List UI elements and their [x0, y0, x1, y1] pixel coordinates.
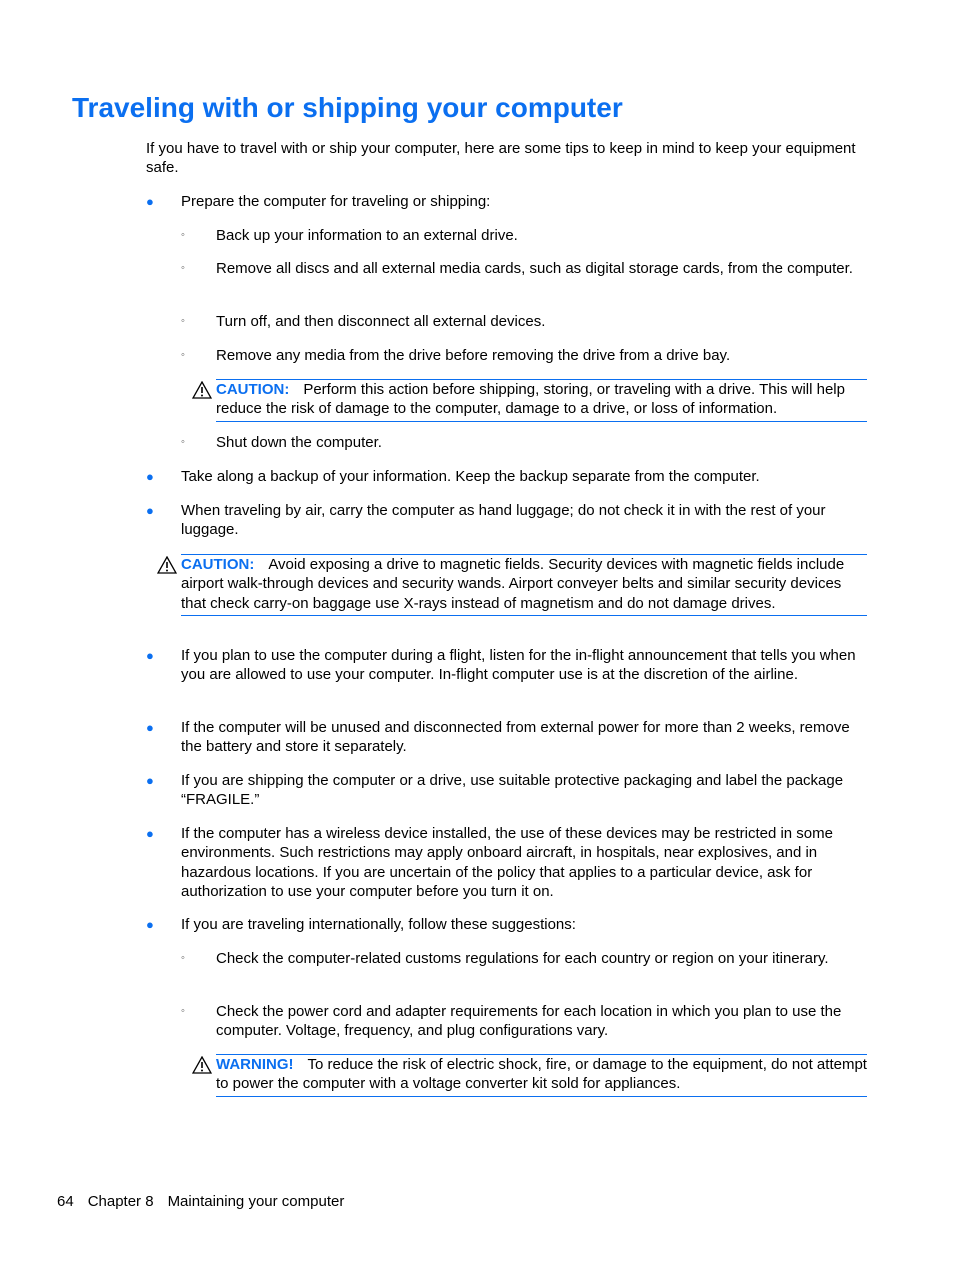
caution-text: Perform this action before shipping, storing, or traveling with a drive. This will help reduce the risk of damage to the computer, damage to a drive, or loss of information.: [216, 381, 845, 418]
list-item-text: If the computer has a wireless device installed, the use of these devices may be restricted in some environments. Such restrictions may apply onboard aircraft, in hospitals, near explosives, and in hazardous locations. If you are uncertain of the policy that applies to a particular device, ask for authorization to use your computer before you turn it on.: [181, 825, 833, 901]
list-item-text: When traveling by air, carry the computer as hand luggage; do not check it in with the rest of your luggage.: [181, 502, 826, 539]
warning-notice: [216, 1054, 867, 1097]
sub-bullet-icon: ◦: [181, 436, 185, 448]
sub-list-item: [181, 1002, 861, 1041]
bullet-icon: ●: [146, 648, 154, 663]
list-item: [146, 771, 862, 810]
caution-label: CAUTION:: [216, 381, 290, 398]
sub-bullet-icon: ◦: [181, 349, 185, 361]
list-item: [146, 501, 862, 540]
sub-list-item-text: Remove all discs and all external media cards, such as digital storage cards, from the computer.: [216, 260, 853, 277]
sub-list-item: [181, 346, 861, 365]
bullet-icon: ●: [146, 773, 154, 788]
sub-list-item: [181, 226, 861, 245]
list-item: [146, 718, 862, 757]
sub-list-item-text: Back up your information to an external drive.: [216, 227, 518, 244]
warning-triangle-icon: [192, 381, 212, 399]
list-item: [146, 646, 862, 685]
sub-list-item: [181, 259, 861, 278]
sub-bullet-icon: ◦: [181, 1005, 185, 1017]
page-footer: [57, 1192, 358, 1211]
page-number: 64: [57, 1193, 74, 1210]
sub-bullet-icon: ◦: [181, 229, 185, 241]
caution-label: CAUTION:: [181, 556, 255, 573]
list-item-text: If you plan to use the computer during a flight, listen for the in-flight announcement that tells you when you are allowed to use your computer. In-flight computer use is at the discretion of the airline.: [181, 647, 856, 684]
list-item: [146, 467, 862, 486]
sub-bullet-icon: ◦: [181, 262, 185, 274]
warning-triangle-icon: [192, 1056, 212, 1074]
bullet-icon: ●: [146, 194, 154, 209]
list-item-text: If the computer will be unused and disconnected from external power for more than 2 weeks, remove the battery and store it separately.: [181, 719, 850, 756]
sub-list-item: [181, 312, 861, 331]
warning-triangle-icon: [157, 556, 177, 574]
list-item-text: If you are traveling internationally, follow these suggestions:: [181, 916, 576, 933]
sub-list-item-text: Check the power cord and adapter requirements for each location in which you plan to use the computer. Voltage, frequency, and plug configurations vary.: [216, 1003, 842, 1040]
list-item: [146, 915, 862, 934]
caution-notice: [181, 554, 867, 616]
caution-notice: [216, 379, 867, 422]
sub-bullet-icon: ◦: [181, 952, 185, 964]
sub-list-item-text: Shut down the computer.: [216, 434, 382, 451]
caution-text: Avoid exposing a drive to magnetic fields. Security devices with magnetic fields include airport walk-through devices and security wands. Airport conveyer belts and similar security devices that check carry-on baggage use X-rays instead of magnetism and do not damage drives.: [181, 556, 845, 612]
list-item: [146, 824, 862, 902]
bullet-icon: ●: [146, 503, 154, 518]
bullet-icon: ●: [146, 826, 154, 841]
sub-list-item: [181, 433, 861, 452]
list-item-text: Take along a backup of your information. Keep the backup separate from the computer.: [181, 468, 760, 485]
chapter-number: Chapter 8: [87, 1193, 154, 1210]
bullet-icon: ●: [146, 720, 154, 735]
chapter-title: Maintaining your computer: [167, 1193, 345, 1210]
sub-list-item: [181, 949, 861, 968]
list-item: [146, 192, 862, 211]
sub-list-item-text: Remove any media from the drive before removing the drive from a drive bay.: [216, 347, 731, 364]
warning-text: To reduce the risk of electric shock, fire, or damage to the equipment, do not attempt to power the computer with a voltage converter kit sold for appliances.: [216, 1056, 867, 1093]
sub-bullet-icon: ◦: [181, 315, 185, 327]
list-item-text: If you are shipping the computer or a drive, use suitable protective packaging and label the package “FRAGILE.”: [181, 772, 844, 809]
page-title: Traveling with or shipping your computer: [72, 92, 623, 123]
warning-label: WARNING!: [216, 1056, 294, 1073]
bullet-icon: ●: [146, 469, 154, 484]
intro-paragraph: If you have to travel with or ship your computer, here are some tips to keep in mind to keep your equipment safe.: [146, 140, 856, 176]
list-item-text: Prepare the computer for traveling or shipping:: [181, 193, 491, 210]
sub-list-item-text: Check the computer-related customs regulations for each country or region on your itinerary.: [216, 950, 829, 967]
sub-list-item-text: Turn off, and then disconnect all external devices.: [216, 313, 546, 330]
bullet-icon: ●: [146, 917, 154, 932]
